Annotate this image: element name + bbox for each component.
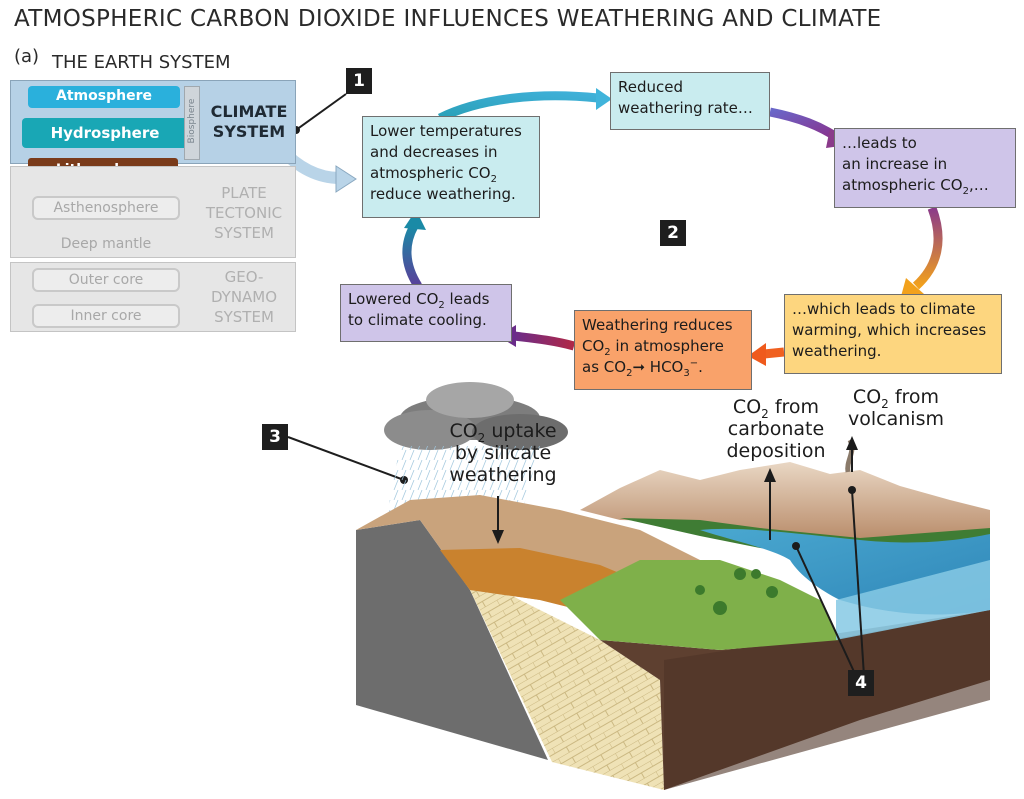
- arrow-right-down: [916, 208, 938, 286]
- plate-tectonic-label-2: TECTONIC: [205, 204, 283, 222]
- panel-label: (a): [14, 46, 40, 67]
- outer-core-label: Outer core: [68, 272, 144, 288]
- carbonate-line-2: carbonate: [727, 418, 825, 440]
- earth-system-heading: THE EARTH SYSTEM: [52, 52, 231, 73]
- marker-3: 3: [262, 424, 288, 450]
- climate-system-label-1: CLIMATE: [210, 102, 288, 121]
- arrow-top-left: [440, 96, 598, 118]
- lowered-co2-line-2: to climate cooling.: [348, 311, 487, 329]
- biosphere-label: Biosphere: [187, 98, 197, 144]
- lower-temperatures-line-2: and decreases in: [370, 143, 498, 161]
- carbonate-label: [716, 396, 836, 462]
- lowered-co2-line-1: Lowered $CO_2$ leads: [348, 290, 490, 311]
- carbonate-line-3: deposition: [726, 440, 826, 462]
- arrow-bottom-left: [514, 336, 574, 346]
- lower-temperatures-box: [362, 116, 540, 218]
- carbonate-line-1: $CO_2$ from: [732, 396, 820, 421]
- inner-core-label: Inner core: [70, 308, 142, 324]
- plate-tectonic-label-1: PLATE: [221, 184, 267, 202]
- lower-temperatures-line-4: reduce weathering.: [370, 185, 516, 203]
- co2-increase-box: [834, 128, 1016, 208]
- weathering-reduces-line-1: Weathering reduces: [582, 316, 733, 334]
- climate-warming-line-1: …which leads to climate: [792, 300, 976, 318]
- hydrosphere-label: Hydrosphere: [50, 124, 160, 142]
- asthenosphere-label: Asthenosphere: [53, 200, 159, 216]
- climate-warming-line-2: warming, which increases: [792, 321, 987, 339]
- reduced-weathering-box: [610, 72, 770, 130]
- plate-tectonic-label-3: SYSTEM: [214, 224, 274, 242]
- marker-4: 4: [848, 670, 874, 696]
- marker-1: 1: [346, 68, 372, 94]
- co2-increase-line-1: …leads to: [842, 134, 917, 152]
- arrow-top-right: [770, 112, 838, 138]
- weathering-reduces-line-2: $CO_2$ in atmosphere: [582, 337, 724, 358]
- lowered-co2-box: [340, 284, 512, 342]
- mountain-range: [580, 462, 990, 540]
- weathering-reduces-line-3: as $CO_2➞$ $HCO_3^-$.: [582, 358, 703, 379]
- reduced-weathering-line-2: weathering rate…: [618, 99, 753, 117]
- figure-title: ATMOSPHERIC CARBON DIOXIDE INFLUENCES WEATHERING AND CLIMATE: [14, 6, 882, 32]
- lower-temperatures-line-1: Lower temperatures: [370, 122, 522, 140]
- atmosphere-label: Atmosphere: [56, 88, 152, 104]
- climate-warming-line-3: weathering.: [792, 342, 882, 360]
- geodynamo-label-2: DYNAMO: [210, 288, 278, 306]
- uptake-line-3: weathering: [449, 464, 557, 486]
- weathering-reduces-box: [574, 310, 752, 390]
- geodynamo-label-1: GEO-: [224, 268, 264, 286]
- climate-system-label-2: SYSTEM: [212, 122, 286, 141]
- co2-increase-line-3: atmospheric $CO_2,\dots$: [842, 176, 989, 197]
- uptake-line-2: by silicate: [454, 442, 552, 464]
- deep-mantle-label: Deep mantle: [60, 236, 152, 252]
- uptake-line-1: $CO_2$ uptake: [449, 420, 557, 445]
- reduced-weathering-line-1: Reduced: [618, 78, 684, 96]
- volcanism-line-2: volcanism: [848, 408, 944, 430]
- arrow-left-up: [407, 226, 418, 286]
- volcanism-line-1: $CO_2$ from: [852, 386, 940, 411]
- arrow-bottom-right: [764, 352, 784, 354]
- lower-temperatures-line-3: atmospheric $CO_2$: [370, 164, 497, 185]
- uptake-label: [428, 420, 578, 486]
- geodynamo-label-3: SYSTEM: [214, 308, 274, 326]
- co2-increase-line-2: an increase in: [842, 155, 948, 173]
- volcanism-label: [836, 386, 956, 430]
- climate-warming-box: [784, 294, 1002, 374]
- marker-2: 2: [660, 220, 686, 246]
